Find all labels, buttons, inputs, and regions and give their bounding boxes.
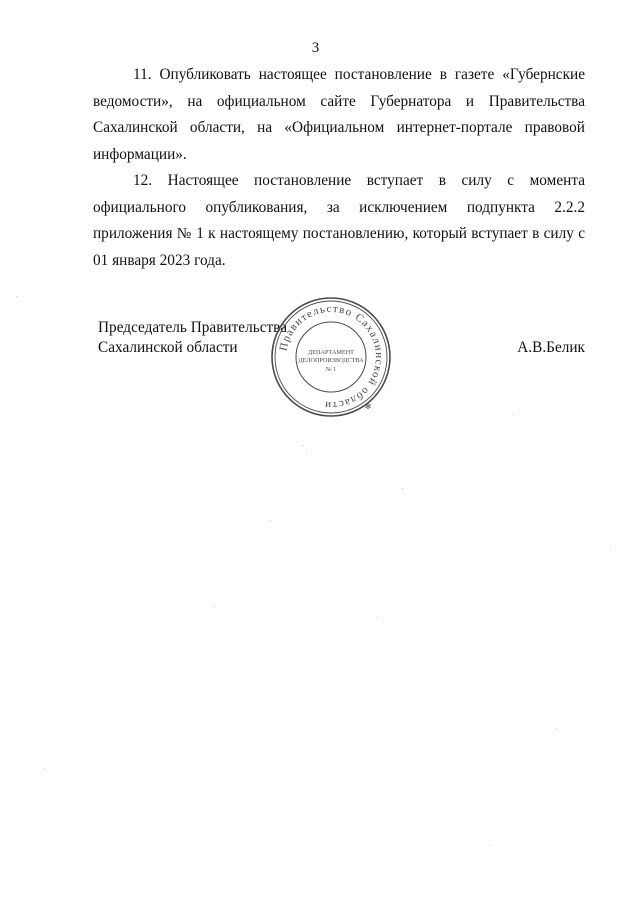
official-seal-stamp (270, 296, 392, 418)
svg-text:№ 1: № 1 (325, 366, 337, 373)
signatory-name: А.В.Белик (517, 339, 585, 356)
signatory-position-line-1: Председатель Правительства (98, 319, 287, 336)
signatory-position-line-2: Сахалинской области (98, 339, 238, 356)
paragraph-11: 11. Опубликовать настоящее постановление в газете «Губернские ведомости», на официальном сайте Губернатора и Правительства Сахалинской области, на «Официальном интернет-портале правовой информации». (93, 66, 585, 163)
svg-text:ДЕЛОПРОИЗВОДСТВА: ДЕЛОПРОИЗВОДСТВА (298, 357, 364, 364)
paragraph-12: 12. Настоящее постановление вступает в силу с момента официального опубликования, за исключением подпункта 2.2.2 приложения № 1 к настоящему постановлению, который вступает в силу с 01 января 2023 года. (93, 172, 585, 269)
page-number: 3 (311, 40, 320, 56)
svg-text:✻: ✻ (364, 402, 372, 411)
svg-text:ДЕПАРТАМЕНТ: ДЕПАРТАМЕНТ (308, 349, 354, 356)
document-body (93, 62, 585, 274)
svg-text:Правительство Сахалинской обла: Правительство Сахалинской области (277, 302, 386, 412)
